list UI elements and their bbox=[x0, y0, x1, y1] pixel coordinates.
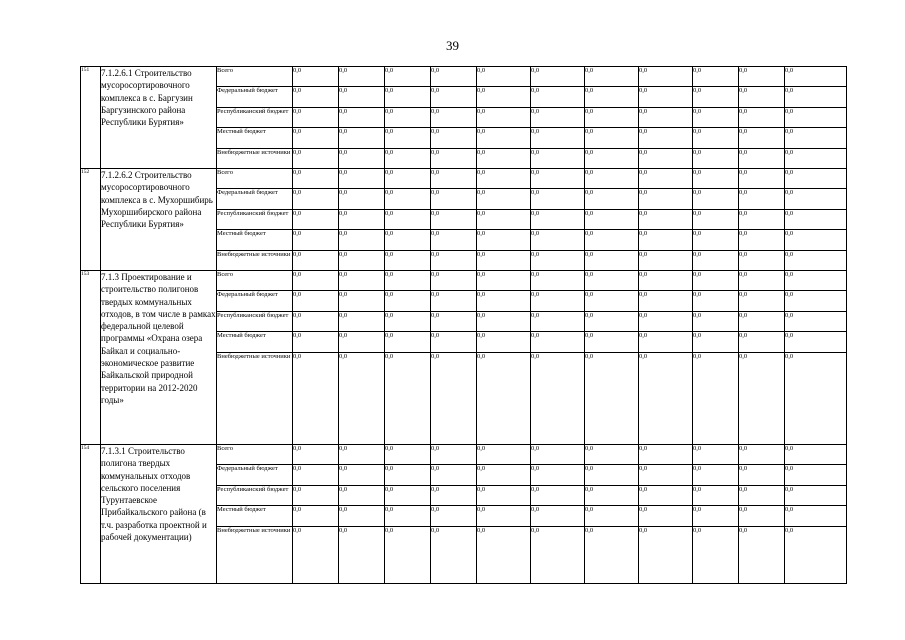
value-cell: 0,0 bbox=[531, 169, 585, 189]
funding-source: Федеральный бюджет bbox=[217, 189, 293, 210]
value-cell: 0,0 bbox=[585, 128, 639, 149]
value-cell: 0,0 bbox=[693, 291, 739, 312]
row-number: 154 bbox=[81, 445, 101, 584]
value-cell: 0,0 bbox=[639, 169, 693, 189]
value-cell: 0,0 bbox=[293, 251, 339, 271]
funding-source: Всего bbox=[217, 445, 293, 465]
value-cell: 0,0 bbox=[785, 291, 847, 312]
funding-source: Республиканский бюджет bbox=[217, 108, 293, 128]
value-cell: 0,0 bbox=[385, 230, 431, 251]
row-number: 151 bbox=[81, 67, 101, 169]
value-cell: 0,0 bbox=[785, 128, 847, 149]
value-cell: 0,0 bbox=[431, 445, 477, 465]
value-cell: 0,0 bbox=[431, 169, 477, 189]
value-cell: 0,0 bbox=[739, 486, 785, 506]
value-cell: 0,0 bbox=[785, 332, 847, 353]
table-row bbox=[81, 271, 847, 291]
value-cell: 0,0 bbox=[339, 271, 385, 291]
value-cell: 0,0 bbox=[785, 506, 847, 527]
value-cell: 0,0 bbox=[531, 128, 585, 149]
value-cell: 0,0 bbox=[293, 128, 339, 149]
value-cell: 0,0 bbox=[693, 108, 739, 128]
value-cell: 0,0 bbox=[293, 189, 339, 210]
value-cell: 0,0 bbox=[293, 230, 339, 251]
value-cell: 0,0 bbox=[339, 251, 385, 271]
value-cell: 0,0 bbox=[477, 312, 531, 332]
value-cell: 0,0 bbox=[477, 169, 531, 189]
value-cell: 0,0 bbox=[639, 445, 693, 465]
value-cell: 0,0 bbox=[431, 527, 477, 584]
value-cell: 0,0 bbox=[385, 149, 431, 169]
value-cell: 0,0 bbox=[693, 465, 739, 486]
value-cell: 0,0 bbox=[339, 169, 385, 189]
value-cell: 0,0 bbox=[339, 312, 385, 332]
value-cell: 0,0 bbox=[693, 251, 739, 271]
funding-source: Республиканский бюджет bbox=[217, 210, 293, 230]
value-cell: 0,0 bbox=[431, 251, 477, 271]
value-cell: 0,0 bbox=[585, 251, 639, 271]
value-cell: 0,0 bbox=[531, 87, 585, 108]
value-cell: 0,0 bbox=[585, 210, 639, 230]
value-cell: 0,0 bbox=[739, 332, 785, 353]
value-cell: 0,0 bbox=[293, 108, 339, 128]
value-cell: 0,0 bbox=[739, 312, 785, 332]
value-cell: 0,0 bbox=[785, 169, 847, 189]
value-cell: 0,0 bbox=[739, 506, 785, 527]
value-cell: 0,0 bbox=[385, 128, 431, 149]
value-cell: 0,0 bbox=[585, 108, 639, 128]
value-cell: 0,0 bbox=[639, 486, 693, 506]
value-cell: 0,0 bbox=[531, 312, 585, 332]
value-cell: 0,0 bbox=[431, 271, 477, 291]
value-cell: 0,0 bbox=[293, 445, 339, 465]
value-cell: 0,0 bbox=[385, 108, 431, 128]
value-cell: 0,0 bbox=[785, 251, 847, 271]
value-cell: 0,0 bbox=[693, 128, 739, 149]
value-cell: 0,0 bbox=[385, 210, 431, 230]
value-cell: 0,0 bbox=[431, 353, 477, 445]
value-cell: 0,0 bbox=[693, 353, 739, 445]
value-cell: 0,0 bbox=[585, 169, 639, 189]
value-cell: 0,0 bbox=[585, 353, 639, 445]
table-row bbox=[81, 169, 847, 189]
funding-source: Всего bbox=[217, 169, 293, 189]
value-cell: 0,0 bbox=[739, 445, 785, 465]
value-cell: 0,0 bbox=[739, 210, 785, 230]
value-cell: 0,0 bbox=[785, 312, 847, 332]
value-cell: 0,0 bbox=[739, 271, 785, 291]
value-cell: 0,0 bbox=[693, 527, 739, 584]
value-cell: 0,0 bbox=[385, 169, 431, 189]
value-cell: 0,0 bbox=[639, 527, 693, 584]
funding-source: Федеральный бюджет bbox=[217, 465, 293, 486]
value-cell: 0,0 bbox=[293, 527, 339, 584]
value-cell: 0,0 bbox=[531, 353, 585, 445]
value-cell: 0,0 bbox=[585, 486, 639, 506]
budget-table bbox=[80, 66, 847, 584]
value-cell: 0,0 bbox=[531, 230, 585, 251]
value-cell: 0,0 bbox=[585, 332, 639, 353]
value-cell: 0,0 bbox=[785, 149, 847, 169]
funding-source: Внебюджетные источники bbox=[217, 149, 293, 169]
value-cell: 0,0 bbox=[431, 465, 477, 486]
value-cell: 0,0 bbox=[531, 210, 585, 230]
value-cell: 0,0 bbox=[339, 189, 385, 210]
value-cell: 0,0 bbox=[693, 445, 739, 465]
value-cell: 0,0 bbox=[739, 169, 785, 189]
value-cell: 0,0 bbox=[293, 312, 339, 332]
value-cell: 0,0 bbox=[477, 67, 531, 87]
page-number: 39 bbox=[446, 38, 459, 53]
value-cell: 0,0 bbox=[339, 465, 385, 486]
value-cell: 0,0 bbox=[431, 332, 477, 353]
value-cell: 0,0 bbox=[785, 486, 847, 506]
row-description: 7.1.3 Проектирование и строительство полигонов твердых коммунальных отходов, в том числе в рамках федеральной целевой программы «Охрана озера Байкал и социально-экономическое развитие Байкальской природной территории на 2012-2020 годы» bbox=[101, 271, 217, 445]
value-cell: 0,0 bbox=[639, 332, 693, 353]
value-cell: 0,0 bbox=[739, 291, 785, 312]
value-cell: 0,0 bbox=[385, 506, 431, 527]
value-cell: 0,0 bbox=[585, 230, 639, 251]
value-cell: 0,0 bbox=[431, 291, 477, 312]
value-cell: 0,0 bbox=[639, 465, 693, 486]
value-cell: 0,0 bbox=[739, 527, 785, 584]
value-cell: 0,0 bbox=[431, 230, 477, 251]
value-cell: 0,0 bbox=[639, 271, 693, 291]
value-cell: 0,0 bbox=[585, 67, 639, 87]
value-cell: 0,0 bbox=[585, 445, 639, 465]
value-cell: 0,0 bbox=[477, 527, 531, 584]
value-cell: 0,0 bbox=[639, 189, 693, 210]
row-description: 7.1.2.6.1 Строительство мусоросортировочного комплекса в с. Баргузин Баргузинского района Республики Бурятия» bbox=[101, 67, 217, 169]
value-cell: 0,0 bbox=[531, 149, 585, 169]
value-cell: 0,0 bbox=[739, 465, 785, 486]
value-cell: 0,0 bbox=[385, 189, 431, 210]
value-cell: 0,0 bbox=[693, 230, 739, 251]
value-cell: 0,0 bbox=[785, 189, 847, 210]
value-cell: 0,0 bbox=[477, 332, 531, 353]
value-cell: 0,0 bbox=[385, 353, 431, 445]
value-cell: 0,0 bbox=[385, 67, 431, 87]
value-cell: 0,0 bbox=[531, 67, 585, 87]
value-cell: 0,0 bbox=[693, 332, 739, 353]
row-number: 153 bbox=[81, 271, 101, 445]
value-cell: 0,0 bbox=[339, 149, 385, 169]
value-cell: 0,0 bbox=[531, 486, 585, 506]
value-cell: 0,0 bbox=[531, 271, 585, 291]
value-cell: 0,0 bbox=[531, 189, 585, 210]
value-cell: 0,0 bbox=[293, 353, 339, 445]
funding-source: Внебюджетные источники bbox=[217, 527, 293, 584]
row-description: 7.1.3.1 Строительство полигона твердых коммунальных отходов сельского поселения Турунтаевское Прибайкальского района (в т.ч. разработка проектной и рабочей документации) bbox=[101, 445, 217, 584]
value-cell: 0,0 bbox=[785, 87, 847, 108]
value-cell: 0,0 bbox=[639, 210, 693, 230]
value-cell: 0,0 bbox=[639, 312, 693, 332]
value-cell: 0,0 bbox=[477, 210, 531, 230]
value-cell: 0,0 bbox=[339, 108, 385, 128]
value-cell: 0,0 bbox=[477, 506, 531, 527]
value-cell: 0,0 bbox=[531, 251, 585, 271]
funding-source: Федеральный бюджет bbox=[217, 291, 293, 312]
value-cell: 0,0 bbox=[339, 210, 385, 230]
value-cell: 0,0 bbox=[585, 506, 639, 527]
value-cell: 0,0 bbox=[531, 445, 585, 465]
value-cell: 0,0 bbox=[477, 128, 531, 149]
value-cell: 0,0 bbox=[431, 210, 477, 230]
value-cell: 0,0 bbox=[785, 465, 847, 486]
value-cell: 0,0 bbox=[293, 332, 339, 353]
value-cell: 0,0 bbox=[639, 506, 693, 527]
value-cell: 0,0 bbox=[385, 271, 431, 291]
value-cell: 0,0 bbox=[531, 527, 585, 584]
value-cell: 0,0 bbox=[431, 128, 477, 149]
value-cell: 0,0 bbox=[477, 149, 531, 169]
value-cell: 0,0 bbox=[293, 169, 339, 189]
value-cell: 0,0 bbox=[739, 108, 785, 128]
value-cell: 0,0 bbox=[385, 87, 431, 108]
value-cell: 0,0 bbox=[693, 486, 739, 506]
value-cell: 0,0 bbox=[431, 312, 477, 332]
value-cell: 0,0 bbox=[739, 189, 785, 210]
funding-source: Внебюджетные источники bbox=[217, 353, 293, 445]
value-cell: 0,0 bbox=[477, 251, 531, 271]
value-cell: 0,0 bbox=[639, 67, 693, 87]
value-cell: 0,0 bbox=[339, 527, 385, 584]
value-cell: 0,0 bbox=[693, 271, 739, 291]
value-cell: 0,0 bbox=[693, 87, 739, 108]
funding-source: Местный бюджет bbox=[217, 506, 293, 527]
value-cell: 0,0 bbox=[293, 149, 339, 169]
table-row bbox=[81, 445, 847, 465]
value-cell: 0,0 bbox=[531, 465, 585, 486]
value-cell: 0,0 bbox=[385, 332, 431, 353]
value-cell: 0,0 bbox=[531, 108, 585, 128]
value-cell: 0,0 bbox=[293, 271, 339, 291]
value-cell: 0,0 bbox=[739, 251, 785, 271]
value-cell: 0,0 bbox=[477, 271, 531, 291]
value-cell: 0,0 bbox=[693, 189, 739, 210]
value-cell: 0,0 bbox=[639, 149, 693, 169]
value-cell: 0,0 bbox=[385, 251, 431, 271]
value-cell: 0,0 bbox=[477, 291, 531, 312]
value-cell: 0,0 bbox=[693, 149, 739, 169]
value-cell: 0,0 bbox=[785, 445, 847, 465]
value-cell: 0,0 bbox=[385, 465, 431, 486]
value-cell: 0,0 bbox=[531, 506, 585, 527]
value-cell: 0,0 bbox=[477, 486, 531, 506]
value-cell: 0,0 bbox=[431, 189, 477, 210]
value-cell: 0,0 bbox=[639, 87, 693, 108]
value-cell: 0,0 bbox=[693, 67, 739, 87]
value-cell: 0,0 bbox=[293, 87, 339, 108]
value-cell: 0,0 bbox=[293, 291, 339, 312]
value-cell: 0,0 bbox=[585, 291, 639, 312]
value-cell: 0,0 bbox=[739, 353, 785, 445]
value-cell: 0,0 bbox=[585, 465, 639, 486]
value-cell: 0,0 bbox=[739, 149, 785, 169]
value-cell: 0,0 bbox=[293, 506, 339, 527]
value-cell: 0,0 bbox=[431, 506, 477, 527]
value-cell: 0,0 bbox=[385, 291, 431, 312]
value-cell: 0,0 bbox=[431, 87, 477, 108]
value-cell: 0,0 bbox=[477, 87, 531, 108]
value-cell: 0,0 bbox=[477, 353, 531, 445]
value-cell: 0,0 bbox=[639, 251, 693, 271]
value-cell: 0,0 bbox=[639, 291, 693, 312]
value-cell: 0,0 bbox=[477, 189, 531, 210]
value-cell: 0,0 bbox=[739, 128, 785, 149]
value-cell: 0,0 bbox=[339, 291, 385, 312]
value-cell: 0,0 bbox=[785, 271, 847, 291]
value-cell: 0,0 bbox=[431, 149, 477, 169]
value-cell: 0,0 bbox=[585, 271, 639, 291]
funding-source: Республиканский бюджет bbox=[217, 312, 293, 332]
value-cell: 0,0 bbox=[785, 230, 847, 251]
value-cell: 0,0 bbox=[339, 506, 385, 527]
value-cell: 0,0 bbox=[585, 189, 639, 210]
value-cell: 0,0 bbox=[293, 465, 339, 486]
value-cell: 0,0 bbox=[585, 312, 639, 332]
value-cell: 0,0 bbox=[739, 230, 785, 251]
value-cell: 0,0 bbox=[339, 353, 385, 445]
value-cell: 0,0 bbox=[785, 108, 847, 128]
row-number: 152 bbox=[81, 169, 101, 271]
funding-source: Внебюджетные источники bbox=[217, 251, 293, 271]
value-cell: 0,0 bbox=[693, 506, 739, 527]
value-cell: 0,0 bbox=[693, 169, 739, 189]
funding-source: Местный бюджет bbox=[217, 332, 293, 353]
value-cell: 0,0 bbox=[531, 332, 585, 353]
value-cell: 0,0 bbox=[693, 312, 739, 332]
value-cell: 0,0 bbox=[477, 230, 531, 251]
value-cell: 0,0 bbox=[339, 128, 385, 149]
value-cell: 0,0 bbox=[693, 210, 739, 230]
value-cell: 0,0 bbox=[385, 312, 431, 332]
value-cell: 0,0 bbox=[739, 87, 785, 108]
value-cell: 0,0 bbox=[639, 128, 693, 149]
value-cell: 0,0 bbox=[785, 527, 847, 584]
value-cell: 0,0 bbox=[785, 67, 847, 87]
value-cell: 0,0 bbox=[477, 465, 531, 486]
value-cell: 0,0 bbox=[785, 210, 847, 230]
value-cell: 0,0 bbox=[293, 210, 339, 230]
value-cell: 0,0 bbox=[477, 445, 531, 465]
value-cell: 0,0 bbox=[339, 486, 385, 506]
value-cell: 0,0 bbox=[639, 108, 693, 128]
value-cell: 0,0 bbox=[739, 67, 785, 87]
value-cell: 0,0 bbox=[585, 527, 639, 584]
value-cell: 0,0 bbox=[785, 353, 847, 445]
value-cell: 0,0 bbox=[339, 67, 385, 87]
funding-source: Местный бюджет bbox=[217, 230, 293, 251]
value-cell: 0,0 bbox=[385, 527, 431, 584]
funding-source: Всего bbox=[217, 67, 293, 87]
value-cell: 0,0 bbox=[639, 353, 693, 445]
value-cell: 0,0 bbox=[339, 87, 385, 108]
table-row bbox=[81, 67, 847, 87]
value-cell: 0,0 bbox=[431, 108, 477, 128]
value-cell: 0,0 bbox=[339, 445, 385, 465]
funding-source: Республиканский бюджет bbox=[217, 486, 293, 506]
row-description: 7.1.2.6.2 Строительство мусоросортировочного комплекса в с. Мухоршибирь Мухоршибирского района Республики Бурятия» bbox=[101, 169, 217, 271]
value-cell: 0,0 bbox=[639, 230, 693, 251]
value-cell: 0,0 bbox=[339, 332, 385, 353]
value-cell: 0,0 bbox=[385, 445, 431, 465]
value-cell: 0,0 bbox=[431, 67, 477, 87]
value-cell: 0,0 bbox=[339, 230, 385, 251]
value-cell: 0,0 bbox=[293, 486, 339, 506]
value-cell: 0,0 bbox=[585, 87, 639, 108]
funding-source: Всего bbox=[217, 271, 293, 291]
value-cell: 0,0 bbox=[477, 108, 531, 128]
value-cell: 0,0 bbox=[585, 149, 639, 169]
funding-source: Местный бюджет bbox=[217, 128, 293, 149]
value-cell: 0,0 bbox=[293, 67, 339, 87]
value-cell: 0,0 bbox=[431, 486, 477, 506]
value-cell: 0,0 bbox=[385, 486, 431, 506]
funding-source: Федеральный бюджет bbox=[217, 87, 293, 108]
value-cell: 0,0 bbox=[531, 291, 585, 312]
